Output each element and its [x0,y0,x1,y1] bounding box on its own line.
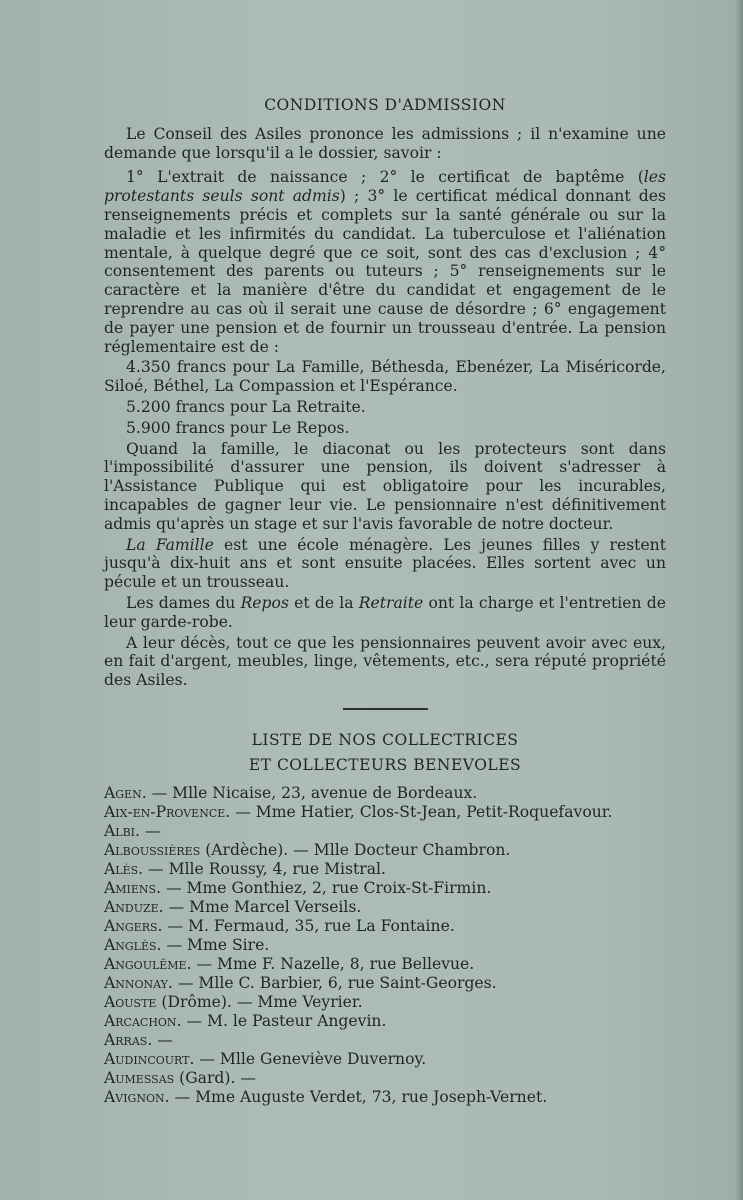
pension-line-3: 5.900 francs pour Le Repos. [126,418,350,437]
dames-text-c: ont la charge et l'entretien de leur garde-robe. [104,593,666,631]
section-divider [343,708,428,710]
collector-place: Anduze [104,897,159,916]
collector-entry [104,1050,666,1069]
collector-place: Avignon [104,1087,165,1106]
collector-entry [104,803,666,822]
documents-paragraph [104,168,666,356]
collector-place: Aumessas [104,1068,175,1087]
collector-entry [104,860,666,879]
page-edge-shadow [735,0,743,1200]
collector-place: Annonay [104,973,168,992]
collector-entry [104,822,666,841]
collector-details: . — Mme Gonthiez, 2, rue Croix-St-Firmin. [156,878,492,897]
collector-entry [104,1031,666,1050]
collector-details: . — Mlle Roussy, 4, rue Mistral. [138,859,386,878]
dames-retraite-italic: Retraite [358,593,424,612]
dames-repos-italic: Repos [240,593,289,612]
deces-paragraph: A leur décès, tout ce que les pensionnaires peuvent avoir avec eux, en fait d'argent, meubles, linge, vêtements, etc., sera réputé propriété des Asiles. [104,633,666,690]
collector-details: . — [147,1030,173,1049]
collector-details: . — [135,821,161,840]
collector-details: . — Mlle Geneviève Duvernoy. [189,1049,427,1068]
collector-details: . — Mme Sire. [156,935,270,954]
collector-details: . — Mlle Nicaise, 23, avenue de Bordeaux. [141,783,478,802]
collector-entry [104,784,666,803]
admission-title: CONDITIONS D'ADMISSION [264,96,506,114]
collector-details: (Ardèche). — Mlle Docteur Chambron. [200,840,511,859]
collectors-list [104,784,666,1107]
collector-place: Arras [104,1030,148,1049]
collector-entry [104,917,666,936]
collector-entry [104,936,666,955]
collector-entry [104,955,666,974]
collector-entry [104,841,666,860]
dames-paragraph [104,594,666,632]
collector-entry [104,898,666,917]
collector-place: Amiens [104,878,157,897]
dames-text-a: Les dames du [126,593,241,612]
collector-entry [104,974,666,993]
collector-place: Arcachon [104,1011,177,1030]
collector-details: . — Mme Auguste Verdet, 73, rue Joseph-Vernet. [164,1087,548,1106]
pension-line-2: 5.200 francs pour La Retraite. [126,397,366,416]
collector-place: Aouste [104,992,157,1011]
collector-entry [104,1069,666,1088]
famille-text: est une école ménagère. Les jeunes filles y restent jusqu'à dix-huit ans et sont ensuite placées. Elles sortent avec un pécule et un trousseau. [104,535,666,592]
dames-text-b: et de la [288,593,359,612]
collector-place: Angoulême [104,954,187,973]
pension-line-1: 4.350 francs pour La Famille, Béthesda, Ebenézer, La Miséricorde, Siloé, Béthel, La Compassion et l'Espérance. [104,358,666,396]
collector-details: . — Mme Hatier, Clos-St-Jean, Petit-Roquefavour. [225,802,613,821]
collector-details: . — M. Fermaud, 35, rue La Fontaine. [157,916,455,935]
collector-place: Audincourt [104,1049,190,1068]
document-content [104,96,666,1107]
collector-place: Alboussières [104,840,201,859]
collector-details: . — Mme Marcel Verseils. [158,897,362,916]
intro-paragraph: Le Conseil des Asiles prononce les admissions ; il n'examine une demande que lorsqu'il a le dossier, savoir : [104,124,666,162]
collector-details: . — M. le Pasteur Angevin. [176,1011,387,1030]
documents-text-part2: ) ; 3° le certificat médical donnant des renseignements précis et complets sur la santé générale ou sur la maladie et les infirmités du candidat. La tuberculose et l'aliénation mentale, à quelque degré que ce soit, sont des cas d'exclusion ; 4° consentement des parents ou tuteurs ; 5° renseignements sur le caractère et la manière d'être du candidat et engagement de le reprendre au cas où il serait une cause de désordre ; 6° engagement de payer une pension et de fournir un trousseau d'entrée. La pension réglementaire est de : [104,187,666,356]
collector-place: Angers [104,916,158,935]
collector-place: Albi [104,821,135,840]
collector-details: (Gard). — [174,1068,257,1087]
collector-place: Agen [104,783,142,802]
collector-place: Alès [104,859,139,878]
collector-details: (Drôme). — Mme Veyrier. [156,992,363,1011]
collector-entry [104,993,666,1012]
collectors-title-line2: ET COLLECTEURS BENEVOLES [248,755,522,774]
documents-text-part1: 1° L'extrait de naissance ; 2° le certificat de baptême ( [126,168,644,187]
famille-paragraph [104,536,666,592]
collector-details: . — Mme F. Nazelle, 8, rue Bellevue. [186,954,475,973]
collector-details: . — Mlle C. Barbier, 6, rue Saint-Georges. [167,973,497,992]
collector-entry [104,1088,666,1107]
famille-italic: La Famille [126,535,214,554]
collector-entry [104,1012,666,1031]
collector-place: Anglès [104,935,157,954]
collectors-title-line1: LISTE DE NOS COLLECTRICES [251,730,519,749]
family-paragraph: Quand la famille, le diaconat ou les protecteurs sont dans l'impossibilité d'assurer une pension, ils doivent s'adresser à l'Assistance Publique qui est obligatoire pour les incurables, incapables de gagner leur vie. Le pensionnaire n'est définitivement admis qu'après un stage et sur l'avis favorable de notre docteur. [104,439,666,533]
collector-entry [104,879,666,898]
documents-italic: les protestants seuls sont admis [104,168,666,206]
collector-place: Aix-en-Provence [104,802,226,821]
